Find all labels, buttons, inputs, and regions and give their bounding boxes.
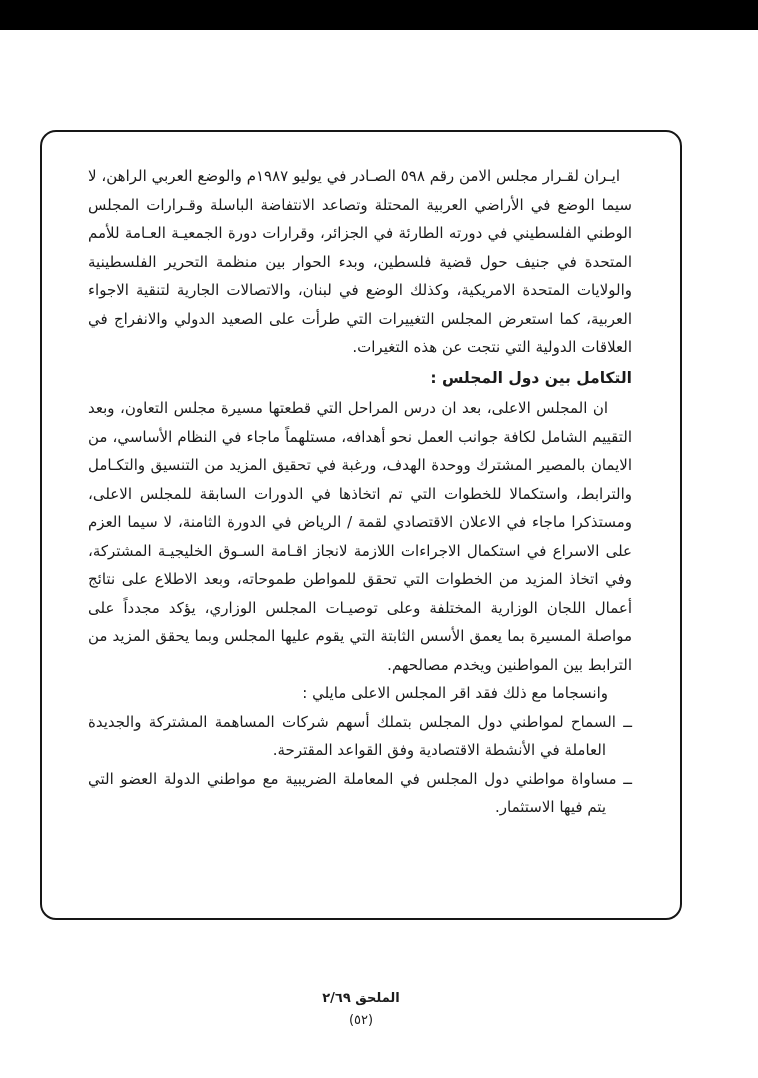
appendix-label: الملحق ٢/٦٩ — [322, 991, 400, 1006]
bullet-item-shares: ــ السماح لمواطني دول المجلس بتملك أسهم شركات المساهمة المشتركة والجديدة العاملة في الأنشطة الاقتصادية وفق القواعد المقترحة. — [88, 712, 632, 759]
bullet-item-tax-equality: ــ مساواة مواطني دول المجلس في المعاملة الضريبية مع مواطني الدولة العضو التي يتم فيها الاستثمار. — [88, 769, 632, 816]
paragraph-decisions-intro: وانسجاما مع ذلك فقد اقر المجلس الاعلى مايلي : — [302, 684, 608, 702]
page-footer — [0, 990, 722, 1030]
text-frame-border-box — [40, 130, 682, 920]
page-number: (٥٢) — [348, 1013, 374, 1028]
scan-top-black-bar — [0, 0, 758, 30]
paragraph-un-resolutions: ايـران لقـرار مجلس الامن رقم ٥٩٨ الصـادر في يوليو ١٩٨٧م والوضع العربي الراهن، لا سيما الوضع في الأراضي العربية المحتلة وتصاعد الانتفاضة الباسلة وقـرارات المجلس الوطني الفلسطيني في دورته الطارئة في الجزائر، وقرارات دورة الجمعيـة العـامة للأمم المتحدة في جنيف حول قضية فلسطين، وبدء الحوار بين منظمة التحرير الفلسطينية والولايات المتحدة الامريكية، وكذلك الوضع في لبنان، والاتصالات الجارية لتنقية الاجواء العربية، كما استعرض المجلس التغييرات التي طرأت على الصعيد الدولي والانفراج في العلاقات الدولية التي نتجت عن هذه التغيرات. — [88, 167, 632, 356]
paragraph-supreme-council: ان المجلس الاعلى، بعد ان درس المراحل التي قطعتها مسيرة مجلس التعاون، وبعد التقييم الشامل لكافة جوانب العمل نحو أهدافه، مستلهماً ماجاء في النظام الأساسي، من الايمان بالمصير المشترك ووحدة الهدف، ورغبة في تحقيق المزيد من التنسيق والتكـامل والترابط، واستكمالا للخطوات التي تم اتخاذها في الدورات السابقة للمجلس الاعلى، ومستذكرا ماجاء في الاعلان الاقتصادي لقمة / الرياض في الدورة الثامنة، لا سيما العزم على الاسراع في استكمال الاجراءات اللازمة لانجاز اقـامة السـوق الخليجيـة المشتركة، وفي اتخاذ المزيد من الخطوات التي تحقق للمواطن طموحاته، وبعد الاطلاع على نتائج أعمال اللجان الوزارية المختلفة وعلى توصيـات المجلس الوزاري، يؤكد مجدداً على مواصلة المسيرة بما يعمق الأسس الثابتة التي يقوم عليها المجلس وبما يحقق المزيد من الترابط بين المواطنين ويخدم مصالحهم. — [88, 399, 632, 674]
section-heading-integration: التكامل بين دول المجلس : — [430, 368, 632, 387]
